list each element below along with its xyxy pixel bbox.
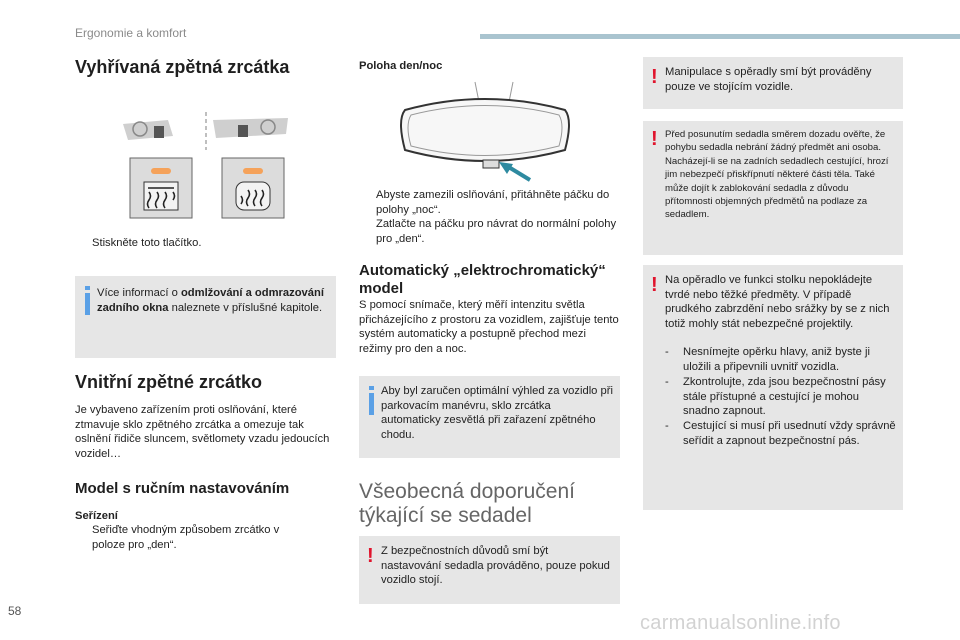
header-accent-bar — [480, 34, 960, 39]
info-icon — [85, 293, 90, 315]
info-text — [97, 286, 329, 315]
warning-icon: ! — [367, 545, 374, 567]
warning-icon: ! — [651, 128, 658, 150]
warning-box-seat-move — [643, 121, 903, 255]
info-box-defrost — [75, 276, 336, 358]
watermark: carmanualsonline.info — [640, 612, 841, 634]
info-text: Aby byl zaručen optimální výhled za vozidlo při parkovacím manévru, sklo zrcátka automaticky zesvětlá při zařazení zpětného chodu. — [381, 385, 613, 441]
section-header: Ergonomie a komfort — [75, 26, 187, 40]
dash-item-text: Cestující si musí při usednutí vždy správně seřídit a zapnout bezpečnostní pás. — [683, 420, 896, 447]
warning-box-backrest — [643, 57, 903, 109]
info-text-pre: Více informací o — [97, 287, 181, 299]
dash-item-text: Zkontrolujte, zda jsou bezpečnostní pásy stále přístupné a cestující je mohou snadno zapnout. — [683, 376, 886, 418]
heading-seat-recommendations: Všeobecná doporučení týkající se sedadel — [359, 480, 575, 527]
info-text-bold: odmlžování a odmrazování zadního okna — [97, 287, 324, 314]
warning-dash-item — [665, 419, 897, 448]
bullet-text: Zatlačte na páčku pro návrat do normální polohy pro „den“. — [376, 218, 617, 245]
heading-heated-mirrors: Vyhřívaná zpětná zrcátka — [75, 57, 290, 77]
bullet-text: Abyste zamezili oslňování, přitáhněte páčku do polohy „noc“. — [376, 189, 610, 216]
dash-marker: - — [665, 420, 669, 432]
heading-manual-model: Model s ručním nastavováním — [75, 480, 290, 497]
label-day-night: Poloha den/noc — [359, 60, 443, 72]
warning-text: Manipulace s opěradly smí být prováděny pouze ve stojícím vozidle. — [665, 66, 872, 93]
dash-marker: - — [665, 346, 669, 358]
heading-interior-mirror: Vnitřní zpětné zrcátko — [75, 372, 263, 392]
bullet-text: Seřiďte vhodným způsobem zrcátko v poloze pro „den“. — [92, 524, 280, 551]
bullet-push-lever — [359, 217, 621, 246]
warning-text: Před posunutím sedadla směrem dozadu ověřte, že pohybu sedadla nebrání žádný předmět ani osoba. Nacházejí-li se na zadních sedadlech cestující, hrozí jim nebezpečí přiskřípnutí některé části těla. Také může dojít k zablokování sedadla z důvodu přítomnosti objemných předmětů na podlaze za sedadlem. — [665, 129, 889, 221]
warning-text-intro: Na opěradlo ve funkci stolku nepokládejte tvrdé nebo těžké předměty. V případě prudkého zabrzdění nebo srážky by se z nich totiž mohly stát nebezpečné projektily. — [665, 274, 890, 330]
sub-heading-adjustment: Seřízení — [75, 510, 118, 522]
warning-dash-item — [665, 375, 897, 419]
paragraph-anti-glare: Je vybaveno zařízením proti oslňování, které ztmavuje sklo zpětného zrcátka a omezuje tak oslnění řidiče sluncem, světlomety vzadu jedoucích vozidel… — [75, 404, 330, 460]
heated-mirror-button-illustration — [118, 110, 298, 225]
warning-dash-item — [665, 345, 897, 374]
info-text-post: naleznete v příslušné kapitole. — [168, 301, 323, 314]
bullet-adjust-mirror — [75, 523, 315, 552]
info-icon — [369, 393, 374, 415]
page-number: 58 — [8, 604, 22, 618]
info-box-reverse — [359, 376, 620, 458]
bullet-text: Stiskněte toto tlačítko. — [92, 237, 202, 249]
warning-box-seat-adjust — [359, 536, 620, 604]
bullet-press-button — [75, 236, 335, 251]
interior-mirror-illustration — [395, 80, 575, 190]
warning-icon: ! — [651, 66, 658, 88]
dash-marker: - — [665, 376, 669, 388]
bullet-pull-lever — [359, 188, 621, 217]
warning-text: Z bezpečnostních důvodů smí být nastavování sedadla prováděno, pouze pokud vozidlo stojí. — [381, 545, 610, 587]
heading-electrochromatic: Automatický „elektrochromatický“ model — [359, 262, 606, 297]
warning-box-table-backrest — [643, 265, 903, 510]
paragraph-electrochromatic: S pomocí snímače, který měří intenzitu světla přicházejícího z prostoru za vozidlem, zajišťuje tento systém automaticky a postupně přechod mezi režimy pro den a noc. — [359, 299, 619, 355]
warning-icon: ! — [651, 274, 658, 296]
dash-item-text: Nesnímejte opěrku hlavy, aniž byste ji uložili a připevnili uvnitř vozidla. — [683, 346, 870, 373]
